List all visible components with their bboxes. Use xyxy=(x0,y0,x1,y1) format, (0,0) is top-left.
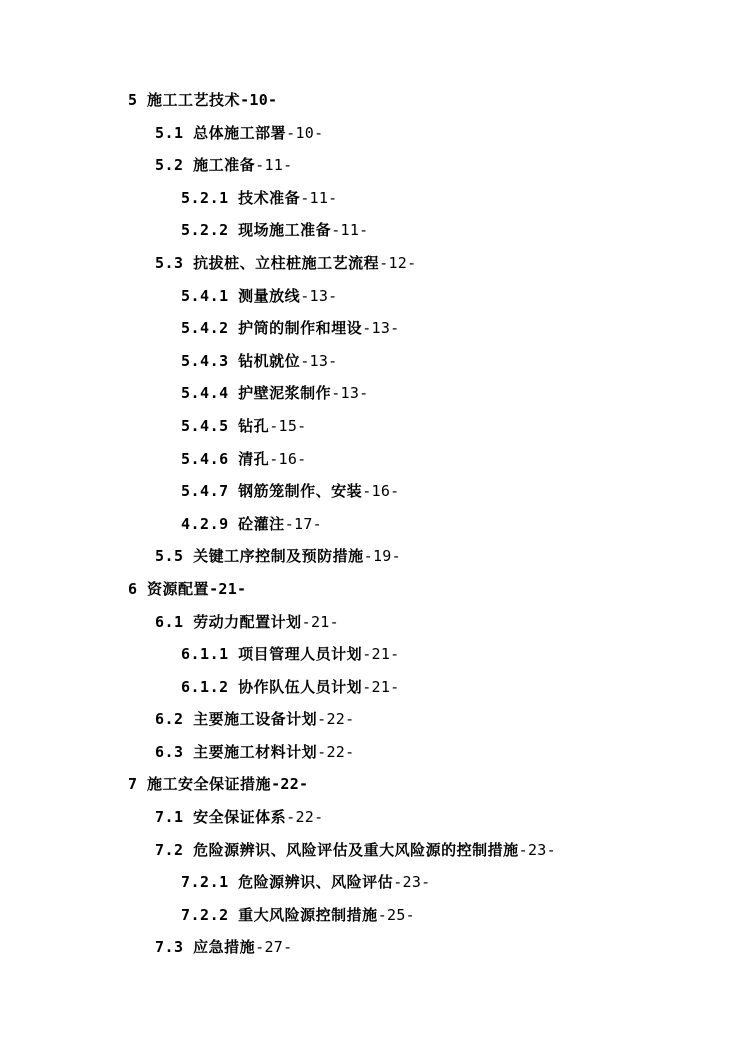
toc-entry[interactable] xyxy=(0,410,744,443)
toc-entry-title: 5.4.5 钻孔 xyxy=(181,416,270,435)
toc-entry-title: 5.4.6 清孔 xyxy=(181,449,270,468)
toc-entry[interactable] xyxy=(0,117,744,150)
toc-entry[interactable] xyxy=(0,312,744,345)
toc-entry[interactable] xyxy=(0,606,744,639)
toc-entry-page: -12- xyxy=(379,253,417,272)
toc-entry[interactable] xyxy=(0,280,744,313)
toc-entry-title: 5 施工工艺技术 xyxy=(128,91,241,109)
toc-entry-title: 7 施工安全保证措施 xyxy=(128,775,272,794)
toc-entry-title: 5.2.2 现场施工准备 xyxy=(181,221,332,240)
toc-entry-title: 7.2.1 危险源辨识、风险评估 xyxy=(181,873,394,892)
toc-entry-title: 7.2.2 重大风险源控制措施 xyxy=(181,905,378,924)
toc-entry-page: -15- xyxy=(269,416,307,435)
toc-entry-page: -25- xyxy=(377,905,416,924)
toc-entry[interactable] xyxy=(0,899,744,932)
toc-entry-page: -16- xyxy=(362,482,400,501)
toc-entry-page: -21- xyxy=(301,612,339,631)
toc-entry[interactable] xyxy=(0,703,744,736)
toc-entry-page: -23- xyxy=(393,873,431,892)
toc-entry-page: -27- xyxy=(255,938,293,957)
toc-entry[interactable] xyxy=(0,931,744,964)
table-of-contents xyxy=(0,84,744,964)
toc-entry[interactable] xyxy=(0,247,744,280)
toc-entry-title: 6.3 主要施工材料计划 xyxy=(155,742,318,761)
toc-entry-title: 5.4.4 护壁泥浆制作 xyxy=(181,384,332,403)
toc-entry-page: -21- xyxy=(209,579,247,598)
toc-entry[interactable] xyxy=(0,573,744,606)
toc-entry-page: -22- xyxy=(271,775,309,794)
toc-entry[interactable] xyxy=(0,443,744,476)
toc-entry-title: 5.5 关键工序控制及预防措施 xyxy=(155,547,364,566)
toc-entry-title: 5.1 总体施工部署 xyxy=(155,123,287,142)
toc-entry-title: 7.2 危险源辨识、风险评估及重大风险源的控制措施 xyxy=(155,840,519,859)
toc-entry-page: -21- xyxy=(362,677,400,696)
toc-entry[interactable] xyxy=(0,866,744,899)
toc-entry-page: -11- xyxy=(331,221,369,240)
toc-entry[interactable] xyxy=(0,638,744,671)
toc-entry[interactable] xyxy=(0,508,744,541)
toc-entry-page: -11- xyxy=(300,188,338,207)
toc-entry-title: 5.3 抗拔桩、立柱桩施工艺流程 xyxy=(155,253,380,272)
toc-entry-page: -13- xyxy=(300,351,338,370)
toc-entry[interactable] xyxy=(0,149,744,182)
toc-entry-title: 5.4.2 护筒的制作和埋设 xyxy=(181,319,363,338)
toc-entry-page: -13- xyxy=(300,286,338,305)
toc-entry-title: 7.1 安全保证体系 xyxy=(155,808,287,827)
toc-entry[interactable] xyxy=(0,801,744,834)
toc-entry-title: 7.3 应急措施 xyxy=(155,938,256,957)
toc-entry-page: -11- xyxy=(255,156,293,175)
toc-entry[interactable] xyxy=(0,540,744,573)
toc-entry[interactable] xyxy=(0,736,744,769)
toc-entry-page: -17- xyxy=(284,514,323,533)
toc-entry[interactable] xyxy=(0,345,744,378)
toc-entry-title: 6.1.1 项目管理人员计划 xyxy=(181,645,363,664)
toc-entry[interactable] xyxy=(0,768,744,801)
toc-entry-title: 6.1 劳动力配置计划 xyxy=(155,612,302,631)
toc-entry-page: -13- xyxy=(331,384,369,403)
toc-entry-page: -19- xyxy=(363,547,401,566)
toc-entry[interactable] xyxy=(0,834,744,867)
toc-entry-page: -10- xyxy=(240,91,278,109)
toc-entry[interactable] xyxy=(0,475,744,508)
toc-entry-title: 6.1.2 协作队伍人员计划 xyxy=(181,677,363,696)
toc-entry-page: -23- xyxy=(518,840,556,859)
toc-entry-title: 6 资源配置 xyxy=(128,579,210,598)
toc-entry-page: -22- xyxy=(286,808,324,827)
toc-entry[interactable] xyxy=(0,671,744,704)
toc-entry[interactable] xyxy=(0,84,744,117)
toc-entry-page: -22- xyxy=(317,742,355,761)
toc-entry-page: -13- xyxy=(362,319,400,338)
toc-entry-title: 5.2.1 技术准备 xyxy=(181,188,301,207)
toc-entry-title: 4.2.9 砼灌注 xyxy=(181,514,285,533)
toc-entry-title: 6.2 主要施工设备计划 xyxy=(155,710,318,729)
toc-entry[interactable] xyxy=(0,377,744,410)
toc-entry-page: -22- xyxy=(317,710,355,729)
toc-entry-page: -10- xyxy=(286,123,324,142)
toc-entry-title: 5.4.1 测量放线 xyxy=(181,286,301,305)
toc-entry-title: 5.2 施工准备 xyxy=(155,156,256,175)
toc-entry[interactable] xyxy=(0,182,744,215)
toc-entry-title: 5.4.3 钻机就位 xyxy=(181,351,301,370)
toc-entry[interactable] xyxy=(0,214,744,247)
toc-entry-page: -16- xyxy=(269,449,307,468)
toc-entry-page: -21- xyxy=(362,645,400,664)
toc-entry-title: 5.4.7 钢筋笼制作、安装 xyxy=(181,482,363,501)
